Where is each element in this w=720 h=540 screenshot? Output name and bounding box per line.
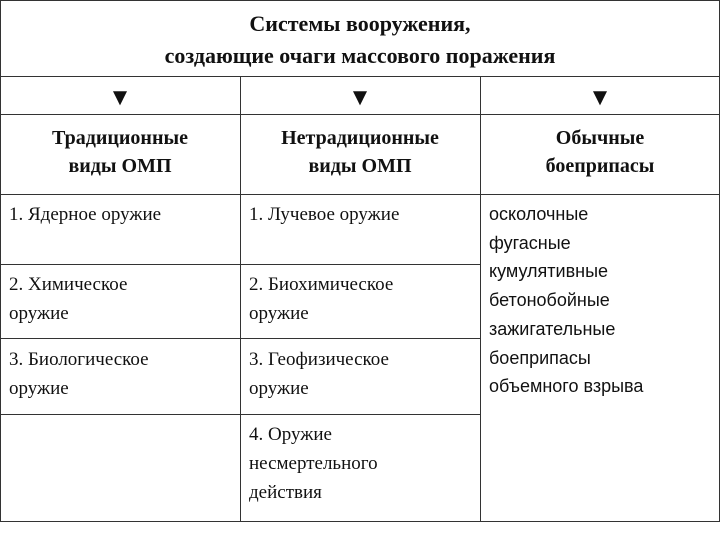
arrow-down-icon: ▼	[108, 85, 132, 111]
table-title	[0, 8, 720, 72]
list-item: фугасные	[489, 232, 571, 253]
title-bottom-border	[0, 76, 720, 77]
list-item: бетонобойные	[489, 290, 610, 311]
header-nontraditional-wmd	[240, 124, 480, 180]
header-line: виды ОМП	[68, 155, 172, 177]
header-line: Нетрадиционные	[281, 127, 439, 149]
header-row-bottom-border	[0, 194, 720, 195]
cell-biochemical-weapons: 2. Биохимическое оружие	[249, 274, 394, 324]
table-left-border	[0, 0, 1, 522]
cell-nonlethal-weapons: 4. Оружие несмертельного действия	[249, 424, 378, 503]
header-line: виды ОМП	[308, 155, 412, 177]
header-conventional-munitions	[480, 124, 720, 180]
title-line-2: создающие очаги массового поражения	[164, 43, 556, 68]
arrow-down-icon: ▼	[348, 85, 372, 111]
list-item: осколочные	[489, 204, 589, 224]
list-item: боеприпасы	[489, 347, 591, 368]
cell-chemical-weapons: 2. Химическое оружие	[9, 274, 128, 324]
list-item: зажигательные	[489, 318, 616, 339]
list-item: объемного взрыва	[489, 376, 644, 397]
header-line: боеприпасы	[545, 155, 655, 177]
title-line-1: Системы вооружения,	[249, 11, 471, 36]
cell-geophysical-weapons: 3. Геофизическое оружие	[249, 349, 389, 399]
cell-beam-weapons: 1. Лучевое оружие	[249, 204, 400, 225]
arrow-row-bottom-border	[0, 114, 720, 115]
table-bottom-border	[0, 521, 720, 522]
conventional-munitions-list	[489, 200, 717, 401]
header-line: Обычные	[555, 127, 645, 149]
cell-biological-weapons: 3. Биологическое оружие	[9, 349, 149, 399]
table-top-border	[0, 0, 720, 1]
cell-nuclear-weapons: 1. Ядерное оружие	[9, 204, 162, 225]
arrow-down-icon: ▼	[588, 85, 612, 111]
list-item: кумулятивные	[489, 261, 609, 282]
header-line: Традиционные	[52, 127, 188, 149]
header-traditional-wmd	[0, 124, 240, 180]
